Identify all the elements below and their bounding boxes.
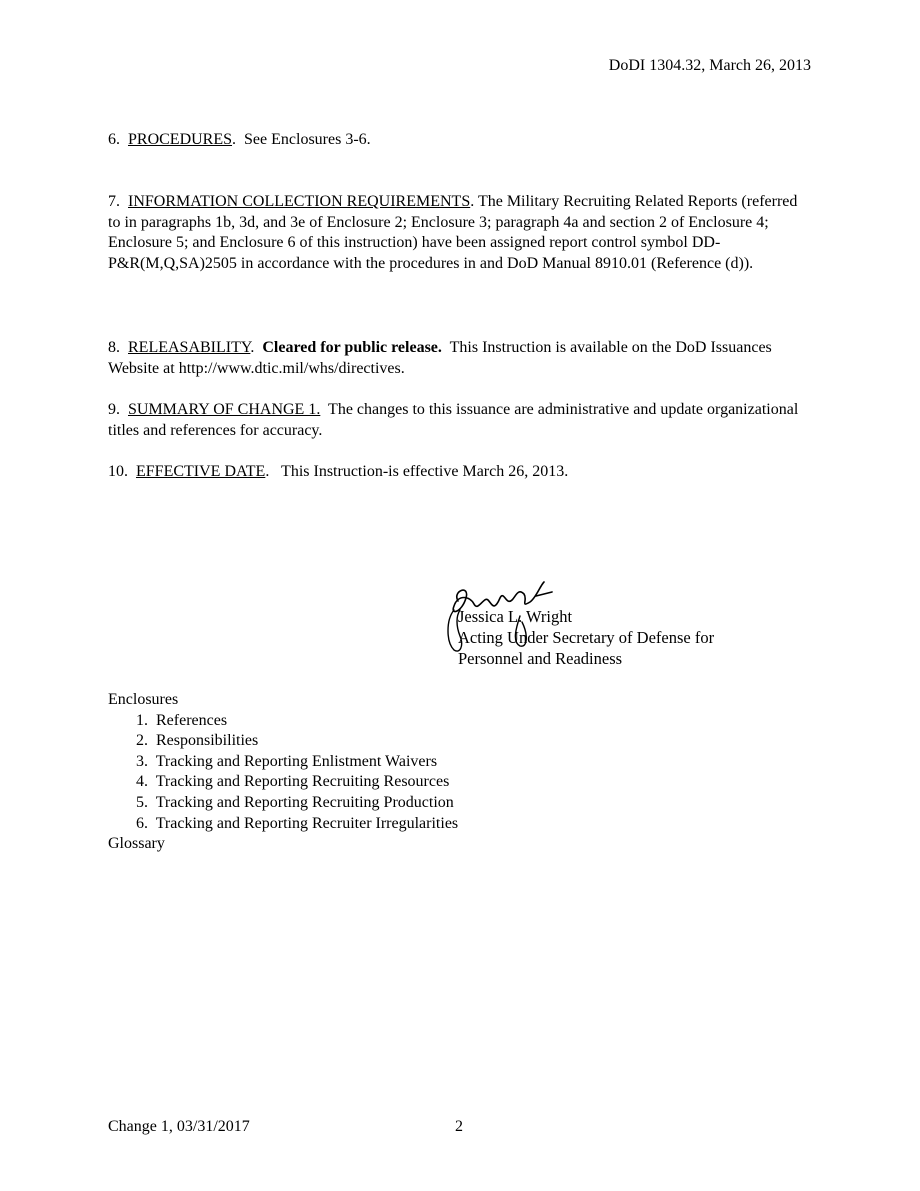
- signer-name: Jessica L. Wright: [458, 607, 573, 626]
- section-releasability: 8. RELEASABILITY. Cleared for public release. This Instruction is available on the DoD Issuances Website at http://www.dtic.mil/whs/directives.: [108, 339, 772, 377]
- section-heading: SUMMARY OF CHANGE 1.: [128, 401, 321, 418]
- release-statement: Cleared for public release.: [262, 339, 442, 356]
- section-heading: EFFECTIVE DATE: [136, 463, 266, 480]
- list-item: 4. Tracking and Reporting Recruiting Resources: [136, 773, 450, 791]
- enclosures-list: [108, 690, 458, 855]
- signature-block: [440, 576, 780, 676]
- list-item: 5. Tracking and Reporting Recruiting Production: [136, 793, 454, 811]
- page-number: 2: [455, 1118, 463, 1135]
- section-number: 6.: [108, 131, 120, 148]
- signer-title-line2: Personnel and Readiness: [458, 649, 623, 668]
- section-text: See Enclosures 3-6.: [244, 131, 371, 148]
- section-text: This Instruction is available on the DoD Issuances Website at http://www.dtic.mil/whs/directives.: [108, 339, 772, 377]
- section-heading: INFORMATION COLLECTION REQUIREMENTS: [128, 193, 471, 210]
- enclosures-heading: Enclosures: [108, 691, 179, 708]
- section-number: 9.: [108, 401, 120, 418]
- section-procedures: 6. PROCEDURES. See Enclosures 3-6.: [108, 131, 371, 148]
- section-text: This Instruction-is effective March 26, 2013.: [281, 463, 569, 480]
- section-number: 8.: [108, 339, 120, 356]
- section-number: 10.: [108, 463, 128, 480]
- section-heading: PROCEDURES: [128, 131, 233, 148]
- document-header: DoDI 1304.32, March 26, 2013: [608, 57, 811, 74]
- section-effective-date: 10. EFFECTIVE DATE. This Instruction-is effective March 26, 2013.: [108, 463, 569, 480]
- list-item: 6. Tracking and Reporting Recruiter Irregularities: [136, 814, 459, 832]
- signer-title: Acting Under Secretary of Defense for: [458, 628, 715, 647]
- list-item: 1. References: [136, 711, 228, 729]
- section-text: The Military Recruiting Related Reports (referred to in paragraphs 1b, 3d, and 3e of Enclosure 2; Enclosure 3; paragraph 4a and section 2 of Enclosure 4; Enclosure 5; and Enclosure 6 of this instruction) have been assigned report control symbol DD-P&R(M,Q,SA)2505 in accordance with the procedures in and DoD Manual 8910.01 (Reference (d)).: [108, 193, 798, 272]
- section-text: The changes to this issuance are administrative and update organizational titles and references for accuracy.: [108, 401, 799, 439]
- section-information-collection: 7. INFORMATION COLLECTION REQUIREMENTS. The Military Recruiting Related Reports (referred to in paragraphs 1b, 3d, and 3e of Enclosure 2; Enclosure 3; paragraph 4a and section 2 of Enclosure 4; Enclosure 5; and Enclosure 6 of this instruction) have been assigned report control symbol DD-P&R(M,Q,SA)2505 in accordance with the procedures in and DoD Manual 8910.01 (Reference (d)).: [108, 193, 798, 272]
- section-summary-of-change: [108, 400, 813, 441]
- list-item: 2. Responsibilities: [136, 732, 259, 750]
- section-number: 7.: [108, 193, 120, 210]
- list-item: 3. Tracking and Reporting Enlistment Waivers: [136, 752, 438, 770]
- section-heading: RELEASABILITY: [128, 339, 251, 356]
- glossary-label: Glossary: [108, 835, 165, 853]
- change-notice: Change 1, 03/31/2017: [108, 1118, 250, 1135]
